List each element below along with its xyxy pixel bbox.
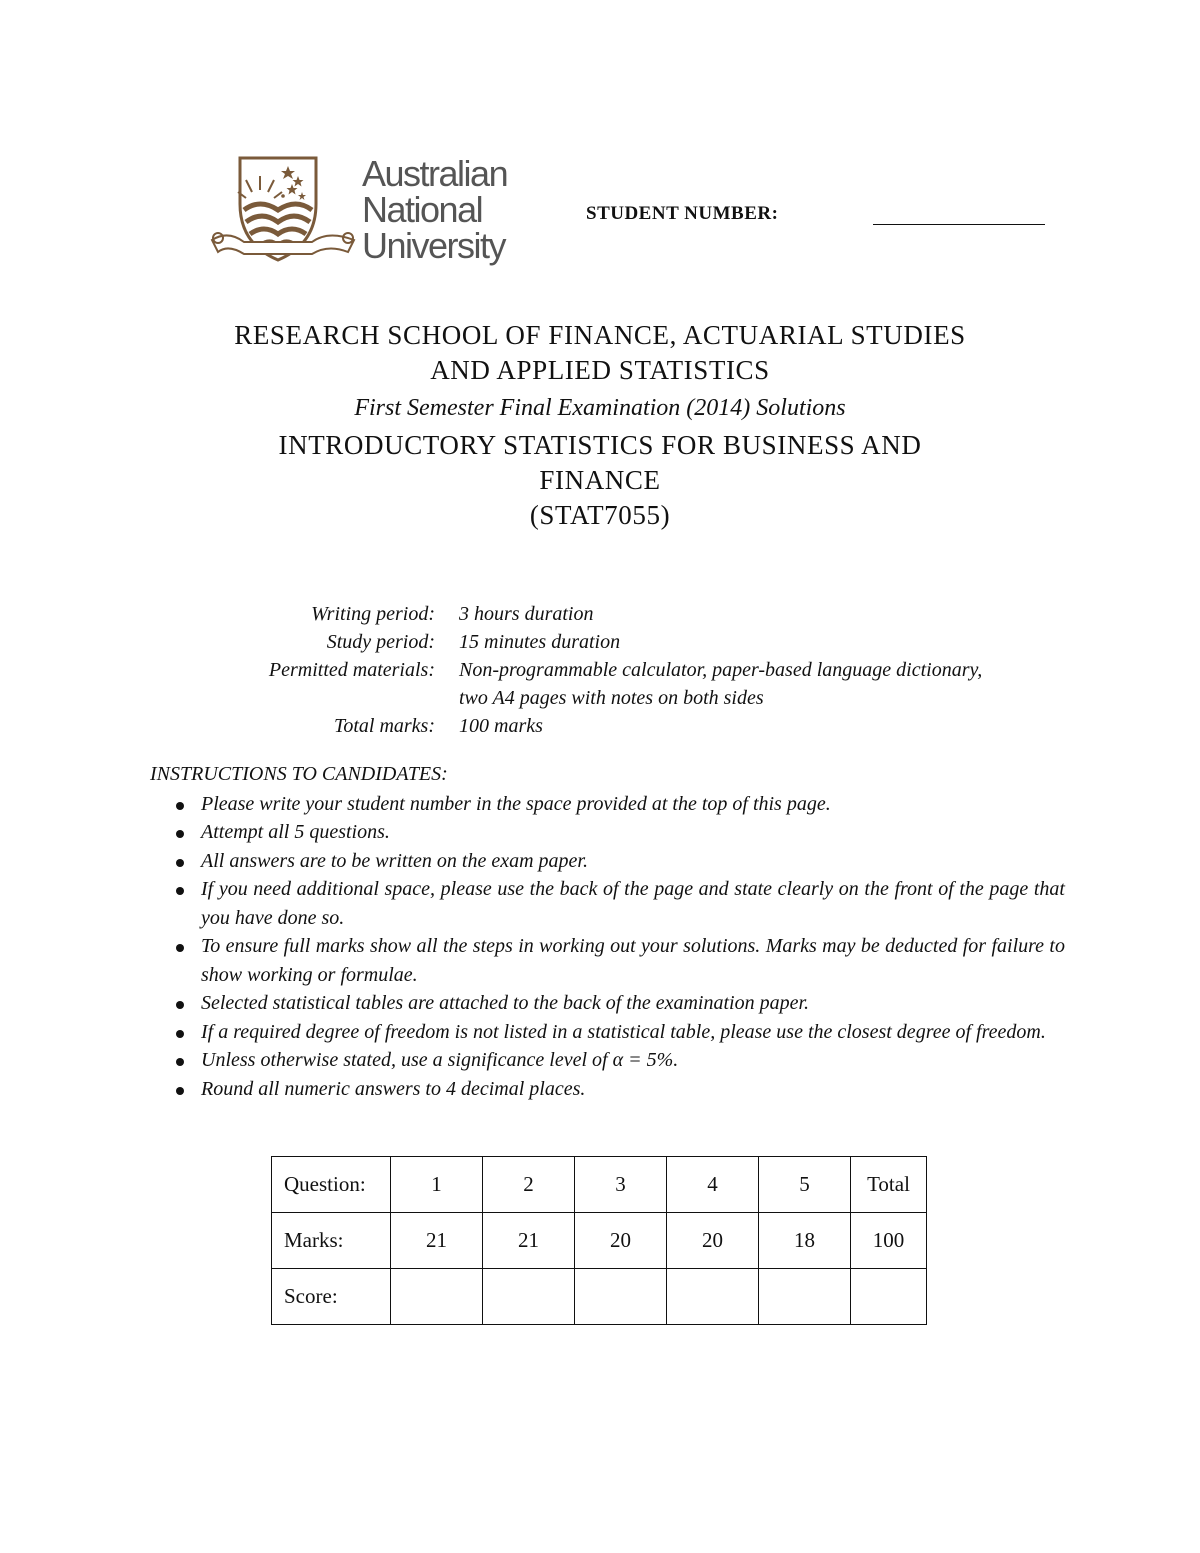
marks-value: 20: [667, 1213, 759, 1269]
instruction-text: Selected statistical tables are attached to the back of the examination paper.: [201, 992, 810, 1014]
bullet-icon: [176, 944, 184, 952]
school-name-line-2: AND APPLIED STATISTICS: [430, 355, 770, 385]
question-number: 5: [759, 1157, 851, 1213]
course-title-line-2: FINANCE: [539, 465, 661, 495]
list-item: [150, 989, 1065, 1018]
student-number-label: STUDENT NUMBER:: [586, 203, 779, 224]
list-item: [150, 1018, 1065, 1047]
list-item: [150, 932, 1065, 989]
detail-label: Total marks:: [334, 715, 435, 737]
instructions: [150, 760, 1065, 1103]
question-total-header: Total: [851, 1157, 927, 1213]
marks-value: 20: [575, 1213, 667, 1269]
bullet-icon: [176, 830, 184, 838]
instruction-text: All answers are to be written on the exam paper.: [201, 849, 588, 872]
detail-value: 15 minutes duration: [459, 631, 621, 653]
marks-value: 18: [759, 1213, 851, 1269]
list-item: [150, 790, 1065, 819]
marks-value: 21: [391, 1213, 483, 1269]
question-number: 3: [575, 1157, 667, 1213]
exam-semester: First Semester Final Examination (2014) Solutions: [354, 395, 846, 421]
detail-value: 100 marks: [459, 715, 543, 737]
detail-label: Writing period:: [311, 603, 435, 625]
score-cell[interactable]: [391, 1269, 483, 1325]
instruction-text: Please write your student number in the space provided at the top of this page.: [201, 792, 831, 815]
anu-crest-icon: [208, 152, 358, 272]
marks-value: 21: [483, 1213, 575, 1269]
logo-wordmark: [362, 153, 508, 266]
school-name-line-1: RESEARCH SCHOOL OF FINANCE, ACTUARIAL STUDIES: [234, 320, 966, 350]
detail-value: 3 hours duration: [459, 603, 594, 625]
anu-logo: [208, 152, 538, 274]
score-label: Score:: [272, 1269, 391, 1325]
detail-row: [150, 712, 1050, 740]
student-number-field[interactable]: [873, 223, 1045, 225]
marks-total: 100: [851, 1213, 927, 1269]
instruction-text: Round all numeric answers to 4 decimal places.: [201, 1077, 586, 1100]
marks-table: [271, 1156, 927, 1325]
logo-line-3: University: [362, 225, 506, 266]
bullet-icon: [176, 802, 184, 810]
bullet-icon: [176, 1058, 184, 1066]
detail-label: Study period:: [326, 631, 435, 653]
bullet-icon: [176, 887, 184, 895]
logo-line-2: National: [362, 189, 483, 230]
logo-line-1: Australian: [362, 153, 508, 194]
list-item: [150, 818, 1065, 847]
instruction-text: To ensure full marks show all the steps in working out your solutions. Marks may be deducted for failure to show working or formulae.: [201, 935, 1065, 986]
instructions-list: [150, 790, 1065, 1104]
table-row-score: [272, 1269, 927, 1325]
marks-label: Marks:: [272, 1213, 391, 1269]
score-cell[interactable]: [483, 1269, 575, 1325]
instruction-text: If a required degree of freedom is not listed in a statistical table, please use the closest degree of freedom.: [201, 1020, 1046, 1043]
question-number: 4: [667, 1157, 759, 1213]
course-title-line-1: INTRODUCTORY STATISTICS FOR BUSINESS AND: [278, 430, 922, 460]
list-item: [150, 875, 1065, 932]
detail-row: [150, 600, 1050, 628]
score-cell[interactable]: [575, 1269, 667, 1325]
exam-header: [100, 318, 1100, 533]
table-row-marks: [272, 1213, 927, 1269]
list-item: [150, 1046, 1065, 1075]
bullet-icon: [176, 859, 184, 867]
score-cell[interactable]: [667, 1269, 759, 1325]
instruction-text: If you need additional space, please use the back of the page and state clearly on the front of the page that you have done so.: [201, 878, 1065, 929]
table-row-question: [272, 1157, 927, 1213]
detail-row: [150, 628, 1050, 656]
list-item: [150, 847, 1065, 876]
bullet-icon: [176, 1001, 184, 1009]
question-number: 1: [391, 1157, 483, 1213]
question-label: Question:: [272, 1157, 391, 1213]
instruction-text: Attempt all 5 questions.: [201, 821, 390, 843]
question-number: 2: [483, 1157, 575, 1213]
score-total-cell[interactable]: [851, 1269, 927, 1325]
detail-row: [150, 656, 1050, 712]
score-cell[interactable]: [759, 1269, 851, 1325]
list-item: [150, 1075, 1065, 1104]
bullet-icon: [176, 1087, 184, 1095]
detail-label: Permitted materials:: [268, 659, 435, 681]
instruction-text: Unless otherwise stated, use a significance level of α = 5%.: [201, 1049, 679, 1071]
course-code: (STAT7055): [529, 500, 671, 530]
bullet-icon: [176, 1030, 184, 1038]
exam-details: [150, 600, 1050, 740]
instructions-title: INSTRUCTIONS TO CANDIDATES:: [150, 763, 448, 785]
detail-value: Non-programmable calculator, paper-based language dictionary, two A4 pages with notes on both sides: [459, 659, 983, 709]
